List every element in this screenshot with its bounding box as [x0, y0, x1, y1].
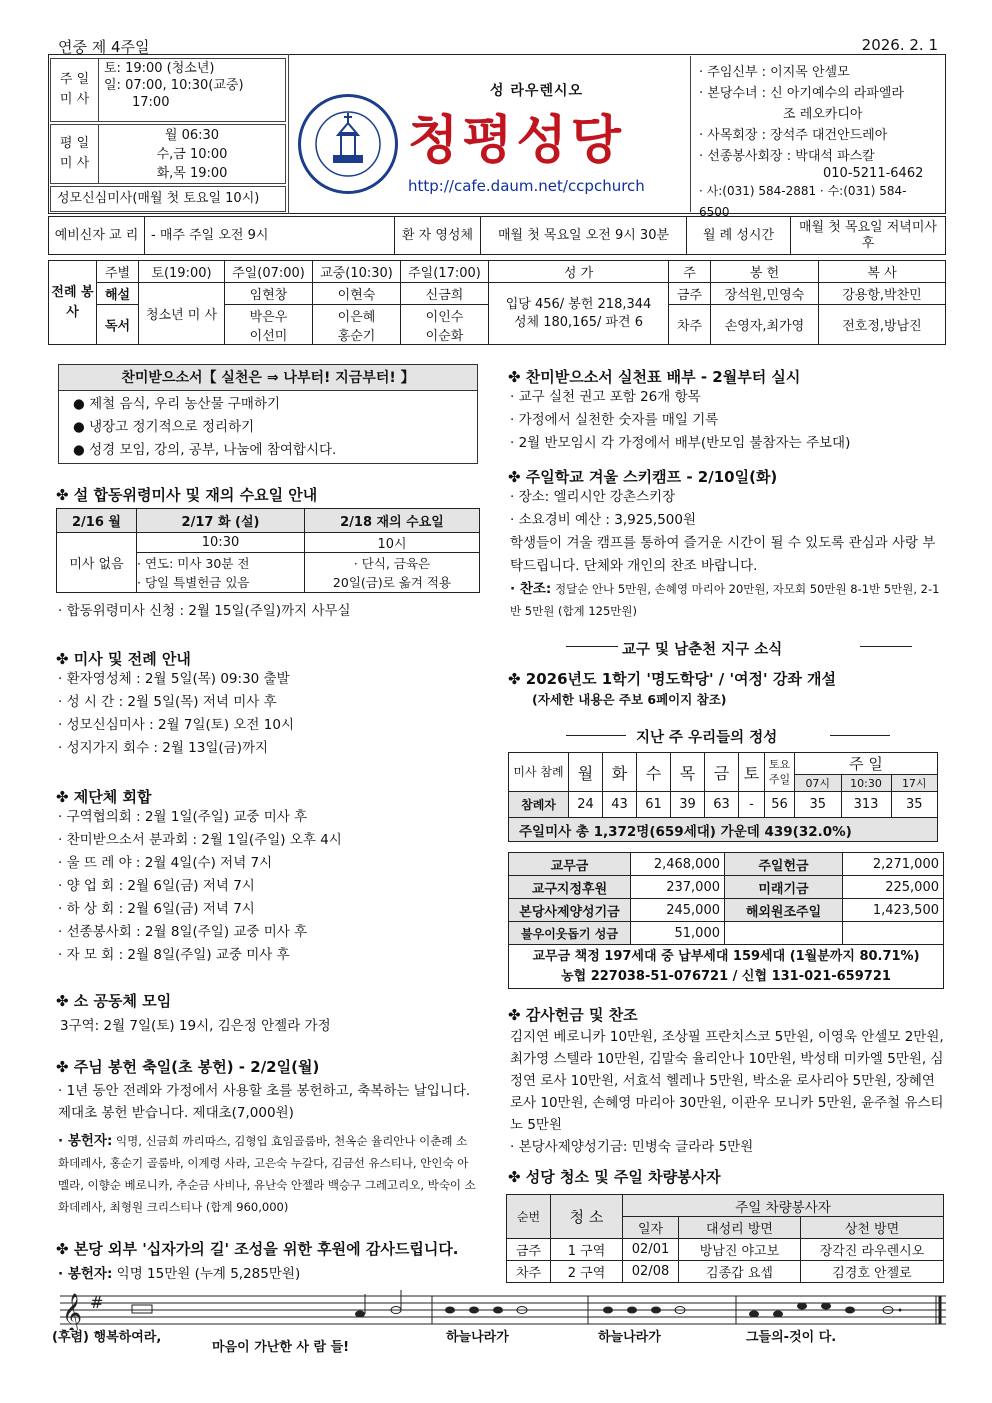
community-text: 3구역: 2월 7일(토) 19시, 김은정 안젤라 가정: [60, 1018, 331, 1034]
week-label: 연중 제 4주일: [58, 38, 150, 56]
attendance-table: 미사 참례 월 화 수 목 금 토 토요 주일 주 일 07시 10:30 17시 참례자 24 43 61 39 63 - 56 35 313 35 주일미사 총 1,372명(659세대) 가운데 439(32.0%): [508, 752, 938, 842]
practice-list: · 교구 실천 권고 포함 26개 항목 · 가정에서 실천한 숫자를 매일 기록 · 2월 반모임시 각 가정에서 배부(반모임 불참자는 주보대): [510, 386, 850, 455]
church-seal-icon: [298, 94, 398, 194]
lyric-3: 하늘나라가: [446, 1330, 509, 1345]
lyric-4: 하늘나라가: [598, 1330, 661, 1345]
schedule-row: 예비신자 교 리 - 매주 주일 오전 9시 환 자 영성체 매월 첫 목요일 오전 9시 30분 월 례 성시간 매월 첫 목요일 저녁미사 후: [48, 216, 946, 255]
lyric-2: 마음이 가난한 사 람 들!: [212, 1340, 350, 1355]
svg-text:𝄞: 𝄞: [62, 1293, 83, 1330]
liturgy-service-table: 전례 봉사 주별 토(19:00) 주일(07:00) 교중(10:30) 주일(17:00) 성 가 주 봉 헌 복 사 해설 청소년 미 사 임현창 이현숙 신금희 입당 456/ 봉헌 218,344 성체 180,165/ 파견 6 금주 장석원,민영숙 강용항,박찬민 독서 박은우 이선미 이은혜 홍순기 이인수 이순화 차주 손영자,최가영 전호정,방남진: [48, 260, 946, 345]
cafe-link[interactable]: http://cafe.daum.net/ccpchurch: [408, 177, 645, 195]
sacred-heart-mass: 성모신심미사(매월 첫 토요일 10시): [50, 186, 286, 212]
weekday-mass-label: 평 일 미 사: [51, 125, 99, 183]
section-mass-title: ✤ 미사 및 전례 안내: [56, 648, 191, 669]
weekday-mass-box: [50, 124, 286, 184]
ski-text: 학생들이 겨울 캠프를 통하여 즐거운 시간이 될 수 있도록 관심과 사랑 부탁드립니다. 단체와 개인의 찬조 바랍니다.: [510, 535, 936, 574]
music-staff: [60, 1290, 946, 1330]
cleaning-table: 순번 청 소 주일 차량봉사자 일자 대성리 방면 상천 방면 금주 1 구역 02/01 방남진 야고보 장각진 라우렌시오 차주 2 구역 02/08 김종갑 요셉 김경호 안젤로: [506, 1194, 944, 1283]
thanks-text: 김지연 베로니카 10만원, 조상필 프란치스코 5만원, 이영욱 안셀모 2만원, 최가영 스텔라 10만원, 김말숙 율리안나 10만원, 박성태 미카엘 5만원, 심정연 로사 10만원, 서효석 헬레나 5만원, 박소윤 로사리아 5만원, 장혜연 로사 10만원, 손혜영 마리아 30만원, 이관우 모니카 5만원, 윤주철 유스티노 5만원: [510, 1029, 944, 1133]
date-label: 2026. 2. 1: [861, 36, 938, 54]
section-cleaning-title: ✤ 성당 청소 및 주일 차량봉사자: [508, 1166, 721, 1187]
section-groups-title: ✤ 제단체 회합: [56, 786, 151, 807]
section-community-title: ✤ 소 공동체 모임: [56, 990, 171, 1011]
staff-info: · 주임신부 : 이지목 안셀모 · 본당수녀 : 신 아기예수의 라파엘라 조 레오카디아 · 사목회장 : 장석주 대건안드레아 · 선종봉사회장 : 박대석 파스칼 010-5211-6462 · 사:(031) 584-2881 · 수:(031) 584-6500: [690, 56, 944, 212]
diocese-news-title: 교구 및 남춘천 지구 소식: [622, 642, 783, 658]
thanks-item: · 본당사제양성기금: 민병숙 글라라 5만원: [510, 1136, 753, 1159]
candle-text: · 1년 동안 전례와 가정에서 사용할 초를 봉헌하고, 축복하는 날입니다. 제대초 봉헌 받습니다. 제대초(7,000원): [58, 1083, 471, 1121]
church-title: 청평성당: [408, 111, 625, 171]
ski-sponsors: · 찬조: 정달순 안나 5만원, 손혜영 마리아 20만원, 자모회 50만원 8-1반 5만원, 2-1반 5만원 (합계 125만원): [510, 581, 940, 618]
section-thanks-title: ✤ 감사헌금 및 찬조: [508, 1004, 638, 1025]
sunday-mass-box: [50, 58, 286, 122]
lyric-1: (후렴) 행복하여라,: [52, 1330, 162, 1345]
section-lecture-title: ✤ 2026년도 1학기 '명도학당' / '여정' 강좌 개설: [508, 668, 836, 689]
finance-table: 교무금 2,468,000 주일헌금 2,271,000 교구지정후원 237,000 미래기금 225,000 본당사제양성기금 245,000 해외원조주일 1,423,500 불우이웃돕기 성금 51,000 교무금 책정 197세대 중 납부세대 159세대 (1월분까지 80.71%) 농협 227038-51-076721 / 신협 131-021-659721: [508, 852, 944, 989]
section-practice-title: ✤ 찬미받으소서 실천표 배부 - 2월부터 실시: [508, 366, 800, 387]
seol-note: · 합동위령미사 신청 : 2월 15일(주일)까지 사무실: [58, 600, 351, 623]
mass-list: · 환자영성체 : 2월 5일(목) 09:30 출발 · 성 시 간 : 2월 5일(목) 저녁 미사 후 · 성모신심미사 : 2월 7일(토) 오전 10시 · 성지가지 회수 : 2월 13일(금)까지: [58, 668, 294, 760]
offering-title: 지난 주 우리들의 정성: [636, 730, 778, 746]
section-candle-title: ✤ 주님 봉헌 축일(초 봉헌) - 2/2일(월): [56, 1056, 319, 1077]
sunday-mass-label: 주 일 미 사: [51, 59, 99, 121]
lyric-5: 그들의-것이 다.: [746, 1330, 837, 1345]
lecture-note: (자세한 내용은 주보 6페이지 참조): [532, 692, 727, 707]
cross-donor: · 봉헌자: 익명 15만원 (누계 5,285만원): [58, 1266, 301, 1282]
groups-list: · 구역협의회 : 2월 1일(주일) 교중 미사 후 · 찬미받으소서 분과회 : 2월 1일(주일) 오후 4시 · 울 뜨 레 야 : 2월 4일(수) 저녁 7시 · 양 업 회 : 2월 6일(금) 저녁 7시 · 하 상 회 : 2월 6일(금) 저녁 7시 · 선종봉사회 : 2월 8일(주일) 교중 미사 후 · 자 모 회 : 2월 8일(주일) 교중 미사 후: [58, 806, 342, 967]
section-seol-title: ✤ 설 합동위령미사 및 재의 수요일 안내: [56, 484, 317, 505]
sunday-mass-times: 토: 19:00 (청소년) 일: 07:00, 10:30(교중) 17:00: [104, 61, 244, 110]
laudato-si-box: 찬미받으소서【 실천은 ⇒ 나부터! 지금부터! 】 ● 제철 음식, 우리 농산물 구매하기 ● 냉장고 정기적으로 정리하기 ● 성경 모임, 강의, 공부, 나눔에 참여합시다.: [58, 364, 478, 464]
svg-text:#: #: [90, 1293, 104, 1312]
section-cross-title: ✤ 본당 외부 '십자가의 길' 조성을 위한 후원에 감사드립니다.: [56, 1238, 459, 1259]
church-subtitle: 성 라우렌시오: [490, 83, 584, 99]
ski-list: · 장소: 엘리시안 강촌스키장 · 소요경비 예산 : 3,925,500원: [510, 486, 696, 532]
weekday-mass-times: 월 06:30 수,금 10:00 화,목 19:00: [156, 128, 228, 181]
seol-table: 2/16 월 2/17 화 (설) 2/18 재의 수요일 미사 없음 10:30 10시 · 연도: 미사 30분 전 · 당일 특별헌금 있음 · 단식, 금육은 20일(금)로 옮겨 적용: [56, 508, 480, 593]
candle-donors: · 봉헌자: 익명, 신금희 까리따스, 김형입 효임골룸바, 천옥순 율리안나 이춘례 소화데레사, 홍순기 골룸바, 이계령 사라, 고은숙 누갈다, 김금선 유스티나, 안인숙 아멜라, 이향순 베로니카, 추순금 사비나, 유난숙 안젤라 백승구 그레고리오, 박숙이 소화데레사, 최형원 크리스티나 (합계 960,000): [58, 1133, 476, 1214]
section-ski-title: ✤ 주일학교 겨울 스키캠프 - 2/10일(화): [508, 466, 777, 487]
